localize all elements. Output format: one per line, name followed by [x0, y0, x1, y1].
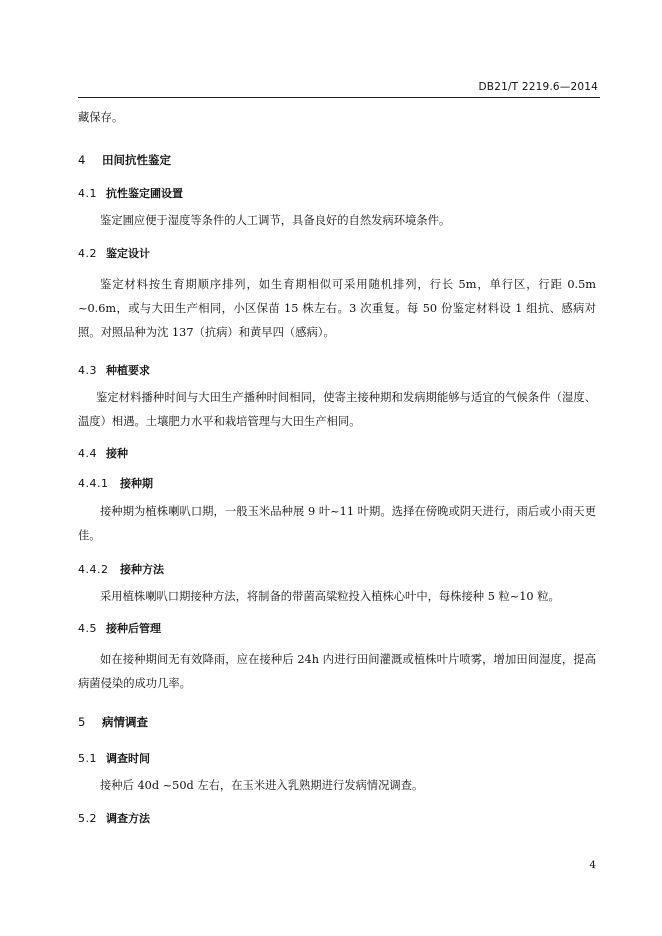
section-title: 种植要求	[106, 364, 150, 377]
section-4-2-text: 鉴定材料按生育期顺序排列，如生育期相似可采用随机排列，行长 5m，单行区，行距 0.5m ~0.6m，或与大田生产相同，小区保苗 15 株左右。3 次重复。每 50 份鉴定材料设 1 组抗、感病对照。对照品种为沈 137（抗病）和黄早四（感病）。	[78, 278, 596, 339]
section-title: 田间抗性鉴定	[102, 153, 171, 167]
section-number: 4.5	[78, 622, 97, 635]
section-title: 病情调查	[102, 715, 148, 729]
section-number: 4.3	[78, 364, 97, 377]
section-4-heading	[78, 152, 596, 168]
section-4-4-1-text: 接种期为植株喇叭口期，一般玉米品种展 9 叶~11 叶期。选择在傍晚或阴天进行，雨后或小雨天更佳。	[78, 505, 596, 542]
section-number: 4	[78, 153, 86, 167]
page-number: 4	[589, 859, 596, 871]
section-number: 5.1	[78, 752, 97, 765]
section-title: 调查时间	[106, 752, 150, 765]
section-title: 抗性鉴定圃设置	[106, 187, 183, 200]
section-title: 接种	[106, 447, 128, 460]
section-number: 4.4.2	[78, 563, 109, 576]
section-title: 鉴定设计	[106, 247, 150, 260]
continuation-text: 藏保存。	[78, 111, 124, 124]
section-4-5-text: 如在接种期间无有效降雨，应在接种后 24h 内进行田间灌溉或植株叶片喷雾，增加田间湿度，提高病菌侵染的成功几率。	[78, 653, 596, 690]
section-4-3-text: 鉴定材料播种时间与大田生产播种时间相同，使寄主接种期和发病期能够与适宜的气候条件（湿度、温度）相遇。土壤肥力水平和栽培管理与大田生产相同。	[78, 391, 596, 428]
section-4-2-heading	[78, 245, 596, 261]
section-5-1-text: 接种后 40d ~50d 左右，在玉米进入乳熟期进行发病情况调查。	[100, 779, 424, 792]
section-title: 调查方法	[106, 812, 150, 825]
section-4-4-2-heading	[78, 561, 596, 577]
section-number: 4.1	[78, 187, 97, 200]
section-4-5-heading	[78, 620, 596, 636]
section-number: 4.2	[78, 247, 97, 260]
document-code: DB21/T 2219.6—2014	[478, 81, 598, 93]
section-number: 4.4	[78, 447, 97, 460]
section-number: 5.2	[78, 812, 97, 825]
section-title: 接种后管理	[106, 622, 161, 635]
section-5-heading	[78, 714, 596, 730]
section-title: 接种期	[120, 477, 153, 490]
section-number: 4.4.1	[78, 477, 109, 490]
section-number: 5	[78, 715, 86, 729]
section-4-1-heading	[78, 185, 596, 201]
section-4-1-text: 鉴定圃应便于湿度等条件的人工调节，具备良好的自然发病环境条件。	[100, 214, 451, 227]
section-4-4-1-heading	[78, 475, 596, 491]
section-title: 接种方法	[120, 563, 164, 576]
section-5-2-heading	[78, 810, 596, 826]
section-4-3-heading	[78, 362, 596, 378]
section-5-1-heading	[78, 750, 596, 766]
section-4-4-2-text: 采用植株喇叭口期接种方法，将制备的带菌高粱粒投入植株心叶中，每株接种 5 粒~10 粒。	[100, 590, 560, 603]
header-rule	[78, 97, 600, 98]
section-4-4-heading	[78, 445, 596, 461]
